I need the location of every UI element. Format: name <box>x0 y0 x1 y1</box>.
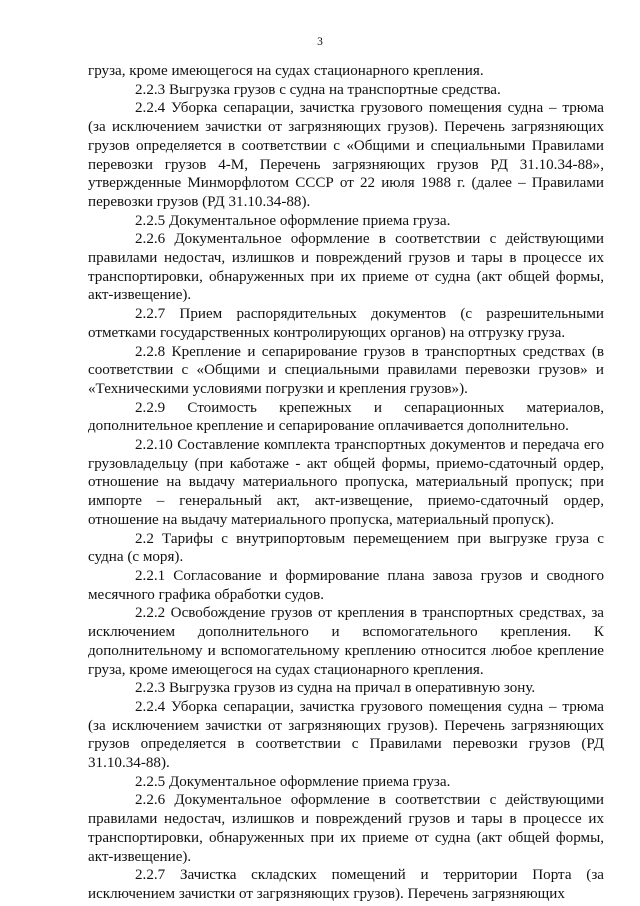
paragraph: 2.2.2 Освобождение грузов от крепления в транспортных средствах, за исключением дополнительного и вспомогательного крепления. К дополнительному и вспомогательному креплению относится любое крепление груза, кроме имеющегося на судах стационарного крепления. <box>88 605 604 678</box>
paragraph: 2.2.1 Согласование и формирование плана завоза грузов и сводного месячного графика обработки судов. <box>88 567 604 603</box>
section-heading: 2.2 Тарифы с внутрипортовым перемещением при выгрузке груза с судна (с моря). <box>88 530 604 566</box>
paragraph: груза, кроме имеющегося на судах стационарного крепления. <box>88 63 484 79</box>
paragraph: 2.2.4 Уборка сепарации, зачистка грузового помещения судна – трюма (за исключением зачистки от загрязняющих грузов). Перечень загрязняющих грузов определяется в соответствии с «Общими и специальными Правилами перевозки грузов 4-М, Перечень загрязняющих грузов РД 31.10.34-88», утвержденные Минморфлотом СССР от 22 июля 1988 г. (далее – Правилами перевозки грузов (РД 31.10.34-88). <box>88 100 604 210</box>
paragraph: 2.2.3 Выгрузка грузов с судна на транспортные средства. <box>135 81 501 98</box>
paragraph: 2.2.6 Документальное оформление в соответствии с действующими правилами недостач, излишков и повреждений грузов и тары в процессе их транспортировки, обнаруженных при их приеме от судна (акт общей формы, акт-извещение). <box>88 231 604 304</box>
paragraph: 2.2.4 Уборка сепарации, зачистка грузового помещения судна – трюма (за исключением зачистки от загрязняющих грузов). Перечень загрязняющих грузов определяется в соответствии с Правилами перевозки грузов (РД 31.10.34-88). <box>88 698 604 772</box>
paragraph: 2.2.9 Стоимость крепежных и сепарационных материалов, дополнительное крепление и сепарирование оплачивается дополнительно. <box>88 399 604 435</box>
paragraph: 2.2.3 Выгрузка грузов из судна на причал в оперативную зону. <box>135 680 536 697</box>
paragraph: 2.2.6 Документальное оформление в соответствии с действующими правилами недостач, излишков и повреждений грузов и тары в процессе их транспортировки, обнаруженных при их приеме от судна (акт общей формы, акт-извещение). <box>88 792 604 865</box>
page-number: 3 <box>317 36 323 48</box>
paragraph: 2.2.5 Документальное оформление приема груза. <box>135 212 451 229</box>
paragraph: 2.2.7 Прием распорядительных документов (с разрешительными отметками государственных контролирующих органов) на отгрузку груза. <box>88 306 604 341</box>
document-body <box>88 62 604 904</box>
paragraph: 2.2.8 Крепление и сепарирование грузов в транспортных средствах (в соответствии с «Общими и специальными правилами перевозки грузов» и «Техническими условиями погрузки и крепления грузов»). <box>88 343 604 397</box>
paragraph: 2.2.7 Зачистка складских помещений и территории Порта (за исключением зачистки от загрязняющих грузов). Перечень загрязняющих <box>88 867 604 902</box>
paragraph: 2.2.10 Составление комплекта транспортных документов и передача его грузовладельцу (при каботаже - акт общей формы, приемо-сдаточный ордер, отношение на выдачу материального пропуска, материальный пропуск; при импорте – генеральный акт, акт-извещение, приемо-сдаточный ордер, отношение на выдачу материального пропуска, материальный пропуск). <box>88 437 604 528</box>
paragraph: 2.2.5 Документальное оформление приема груза. <box>135 773 451 790</box>
